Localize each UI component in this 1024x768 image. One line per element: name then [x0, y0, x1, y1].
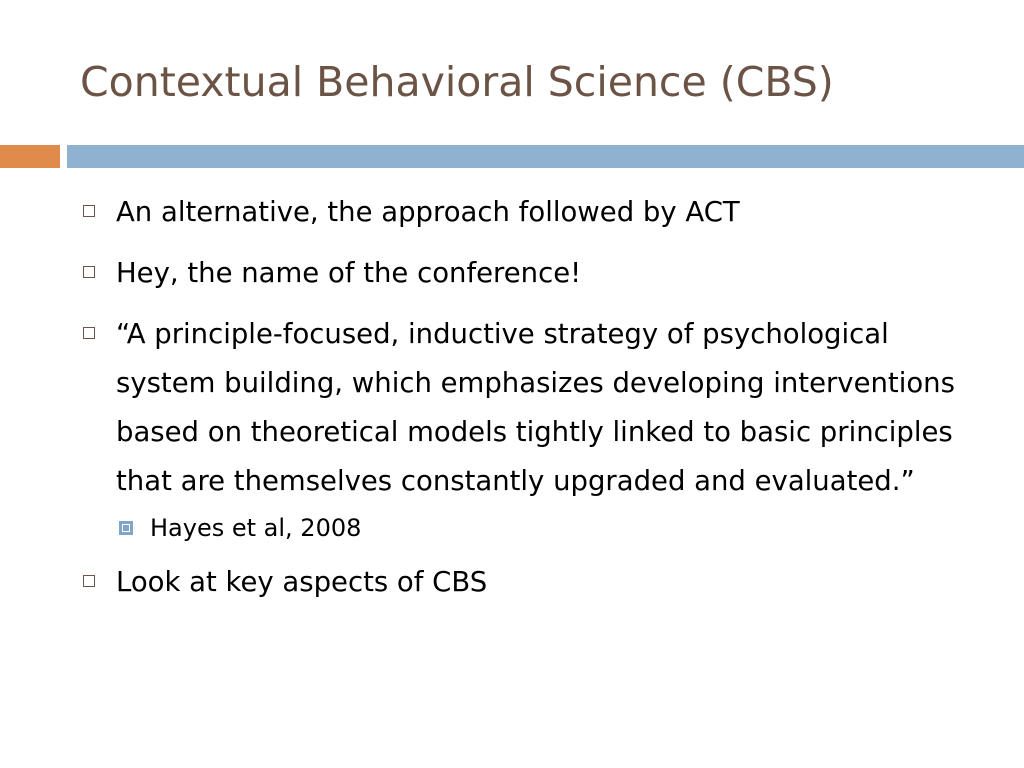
hollow-square-icon	[83, 327, 95, 339]
sub-bullet-list	[116, 508, 980, 548]
bullet-text: Hey, the name of the conference!	[116, 257, 582, 289]
bullet-text: “A principle-focused, inductive strategy of psychological system building, which emphasizes developing interventions based on theoretical models tightly linked to basic principles that are themselves constantly upgraded and evaluated.”	[116, 318, 955, 497]
title-rule-accent-left	[0, 145, 60, 168]
bullet-item	[80, 558, 980, 607]
bullet-item	[80, 188, 980, 237]
bullet-text: An alternative, the approach followed by ACT	[116, 196, 740, 228]
hollow-square-icon	[83, 205, 95, 217]
bullet-text: Look at key aspects of CBS	[116, 566, 488, 598]
filled-square-icon	[119, 521, 133, 535]
bullet-item	[80, 310, 980, 548]
hollow-square-icon	[83, 266, 95, 278]
slide-title: Contextual Behavioral Science (CBS)	[80, 58, 834, 106]
citation-text: Hayes et al, 2008	[150, 514, 362, 542]
bullet-item	[80, 249, 980, 298]
hollow-square-icon	[83, 575, 95, 587]
sub-bullet-item	[116, 508, 980, 548]
title-rule-accent-right	[67, 145, 1024, 168]
bullet-list	[80, 188, 980, 619]
